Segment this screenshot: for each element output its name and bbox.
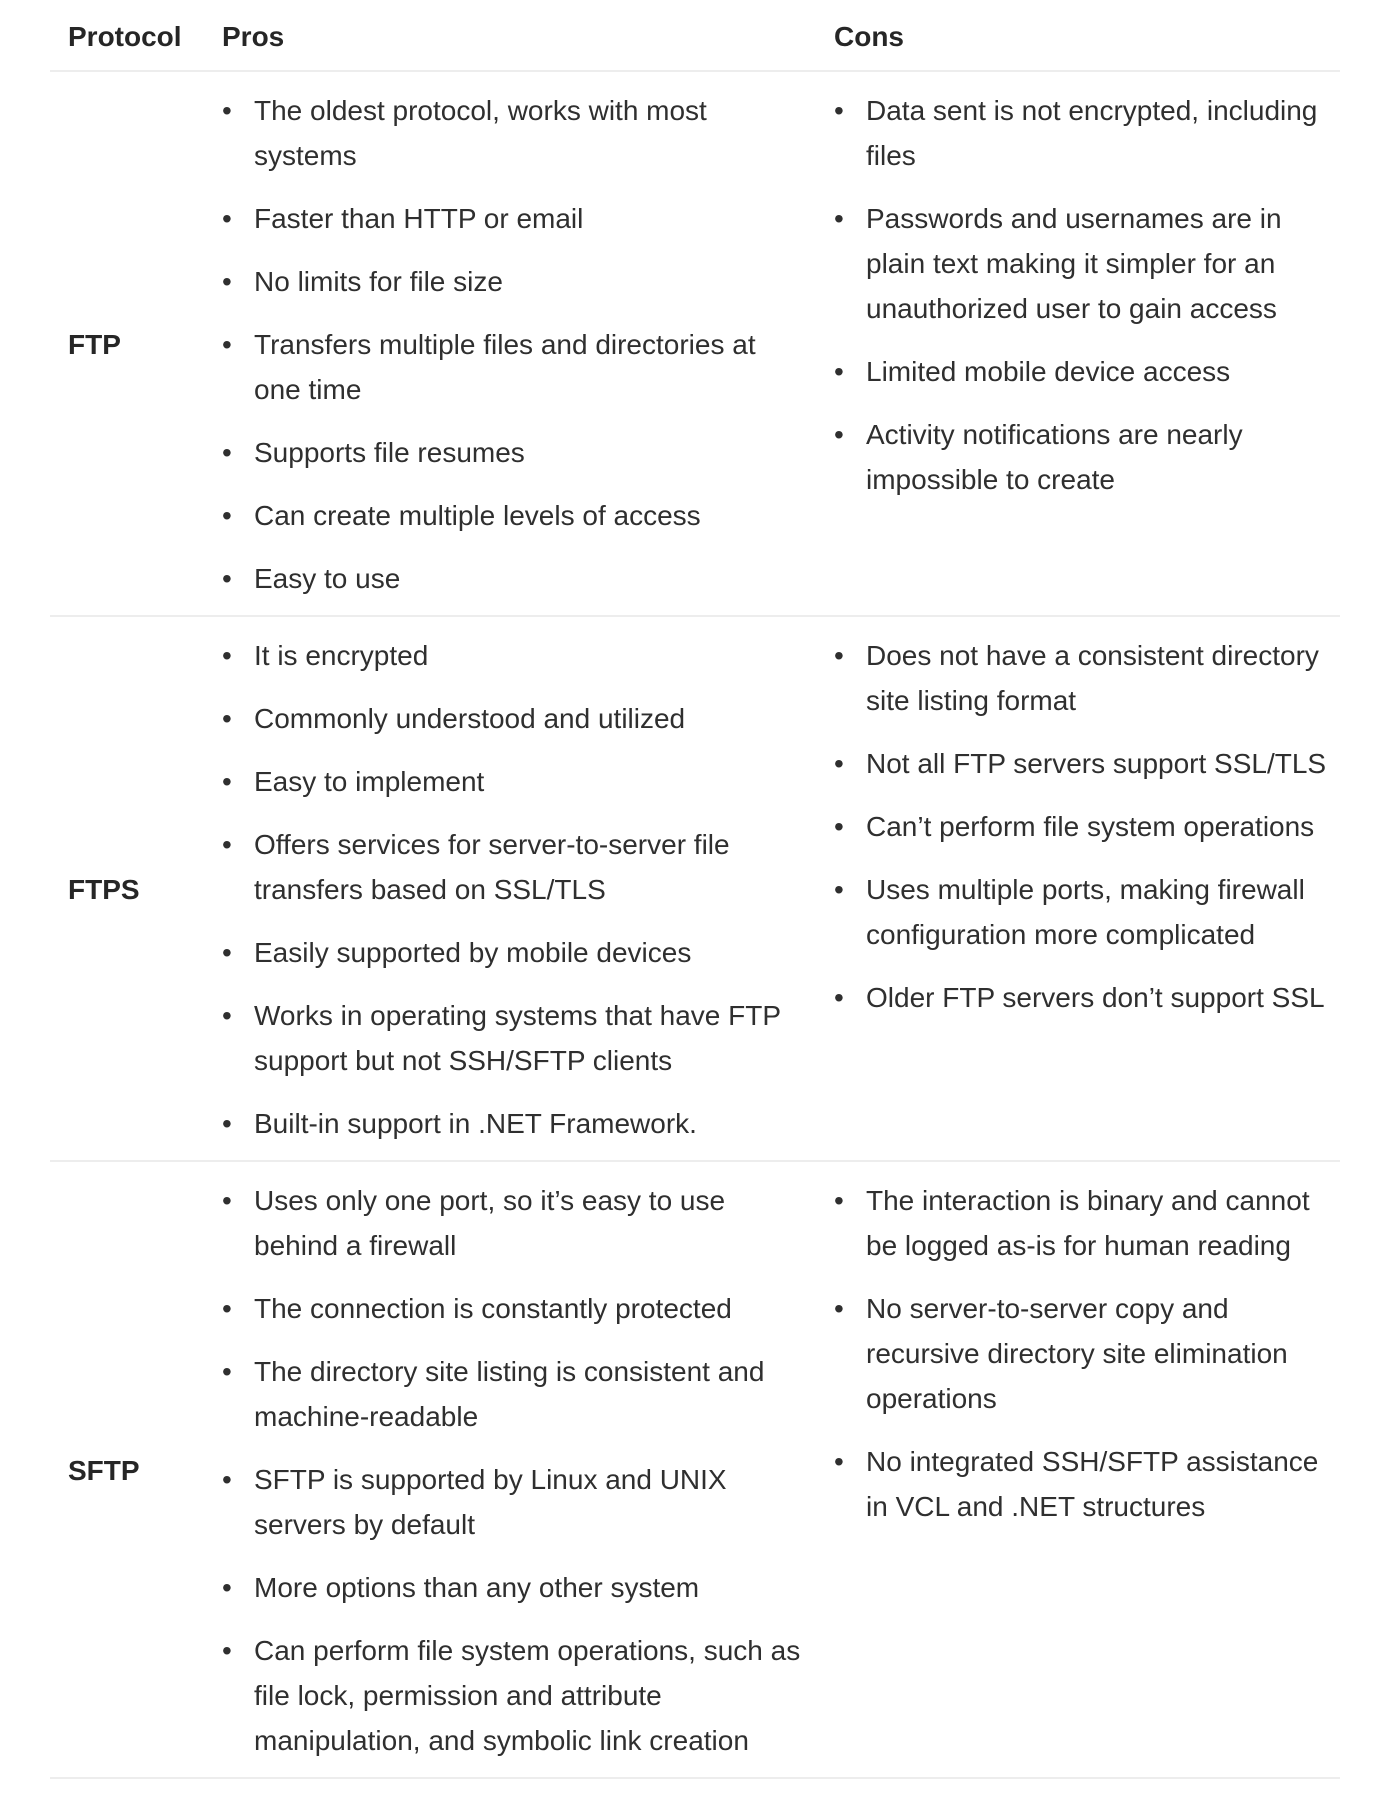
pros-item: • Can perform file system operations, such as file lock, permission and attribute manipulation, and symbolic link creation bbox=[222, 1628, 804, 1763]
pros-item: • SFTP is supported by Linux and UNIX servers by default bbox=[222, 1457, 804, 1547]
pros-item: • Easy to implement bbox=[222, 759, 804, 804]
pros-item: • Commonly understood and utilized bbox=[222, 696, 804, 741]
pros-item: • Easy to use bbox=[222, 556, 804, 601]
column-header-pros: Pros bbox=[222, 21, 285, 52]
pros-item: • Built-in support in .NET Framework. bbox=[222, 1101, 804, 1146]
pros-item: • Transfers multiple files and directories at one time bbox=[222, 322, 804, 412]
pros-item: • Can create multiple levels of access bbox=[222, 493, 804, 538]
cons-item: • Limited mobile device access bbox=[834, 349, 1336, 394]
cons-item: • Passwords and usernames are in plain text making it simpler for an unauthorized user to gain access bbox=[834, 196, 1336, 331]
pros-item: • Easily supported by mobile devices bbox=[222, 930, 804, 975]
pros-list-ftp bbox=[222, 88, 834, 601]
cons-item: • Uses multiple ports, making firewall configuration more complicated bbox=[834, 867, 1336, 957]
pros-item: • Uses only one port, so it’s easy to use behind a firewall bbox=[222, 1178, 804, 1268]
cons-item: • The interaction is binary and cannot be logged as-is for human reading bbox=[834, 1178, 1336, 1268]
pros-list-sftp bbox=[222, 1178, 834, 1763]
cons-item: • Data sent is not encrypted, including files bbox=[834, 88, 1336, 178]
cons-item: • No server-to-server copy and recursive directory site elimination operations bbox=[834, 1286, 1336, 1421]
pros-list-ftps bbox=[222, 633, 834, 1146]
pros-item: • Offers services for server-to-server file transfers based on SSL/TLS bbox=[222, 822, 804, 912]
cons-cell-ftp bbox=[834, 88, 1340, 601]
pros-item: • The oldest protocol, works with most systems bbox=[222, 88, 804, 178]
protocol-label-ftps: FTPS bbox=[68, 874, 140, 905]
cons-list-sftp bbox=[834, 1178, 1340, 1529]
protocol-label-sftp: SFTP bbox=[68, 1455, 140, 1486]
pros-cell-sftp bbox=[222, 1178, 834, 1763]
table-row-sftp bbox=[50, 1162, 1340, 1779]
table-row-ftp bbox=[50, 72, 1340, 617]
cons-item: • Older FTP servers don’t support SSL bbox=[834, 975, 1336, 1020]
pros-item: • Supports file resumes bbox=[222, 430, 804, 475]
pros-item: • The directory site listing is consistent and machine-readable bbox=[222, 1349, 804, 1439]
cons-item: • No integrated SSH/SFTP assistance in VCL and .NET structures bbox=[834, 1439, 1336, 1529]
protocol-comparison-table bbox=[50, 0, 1340, 1779]
cons-item: • Activity notifications are nearly impossible to create bbox=[834, 412, 1336, 502]
cons-item: • Does not have a consistent directory site listing format bbox=[834, 633, 1336, 723]
cons-item: • Can’t perform file system operations bbox=[834, 804, 1336, 849]
pros-item: • Works in operating systems that have FTP support but not SSH/SFTP clients bbox=[222, 993, 804, 1083]
pros-cell-ftps bbox=[222, 633, 834, 1146]
cons-list-ftps bbox=[834, 633, 1340, 1020]
pros-item: • The connection is constantly protected bbox=[222, 1286, 804, 1331]
protocol-cell-ftps bbox=[50, 633, 222, 1146]
pros-item: • More options than any other system bbox=[222, 1565, 804, 1610]
protocol-cell-sftp bbox=[50, 1178, 222, 1763]
pros-item: • It is encrypted bbox=[222, 633, 804, 678]
protocol-cell-ftp bbox=[50, 88, 222, 601]
pros-item: • Faster than HTTP or email bbox=[222, 196, 804, 241]
cons-cell-ftps bbox=[834, 633, 1340, 1146]
pros-cell-ftp bbox=[222, 88, 834, 601]
table-header-row bbox=[50, 0, 1340, 72]
column-header-protocol: Protocol bbox=[68, 21, 182, 52]
cons-list-ftp bbox=[834, 88, 1340, 502]
protocol-label-ftp: FTP bbox=[68, 329, 121, 360]
cons-cell-sftp bbox=[834, 1178, 1340, 1763]
column-header-cons: Cons bbox=[834, 21, 904, 52]
cons-item: • Not all FTP servers support SSL/TLS bbox=[834, 741, 1336, 786]
pros-item: • No limits for file size bbox=[222, 259, 804, 304]
table-row-ftps bbox=[50, 617, 1340, 1162]
